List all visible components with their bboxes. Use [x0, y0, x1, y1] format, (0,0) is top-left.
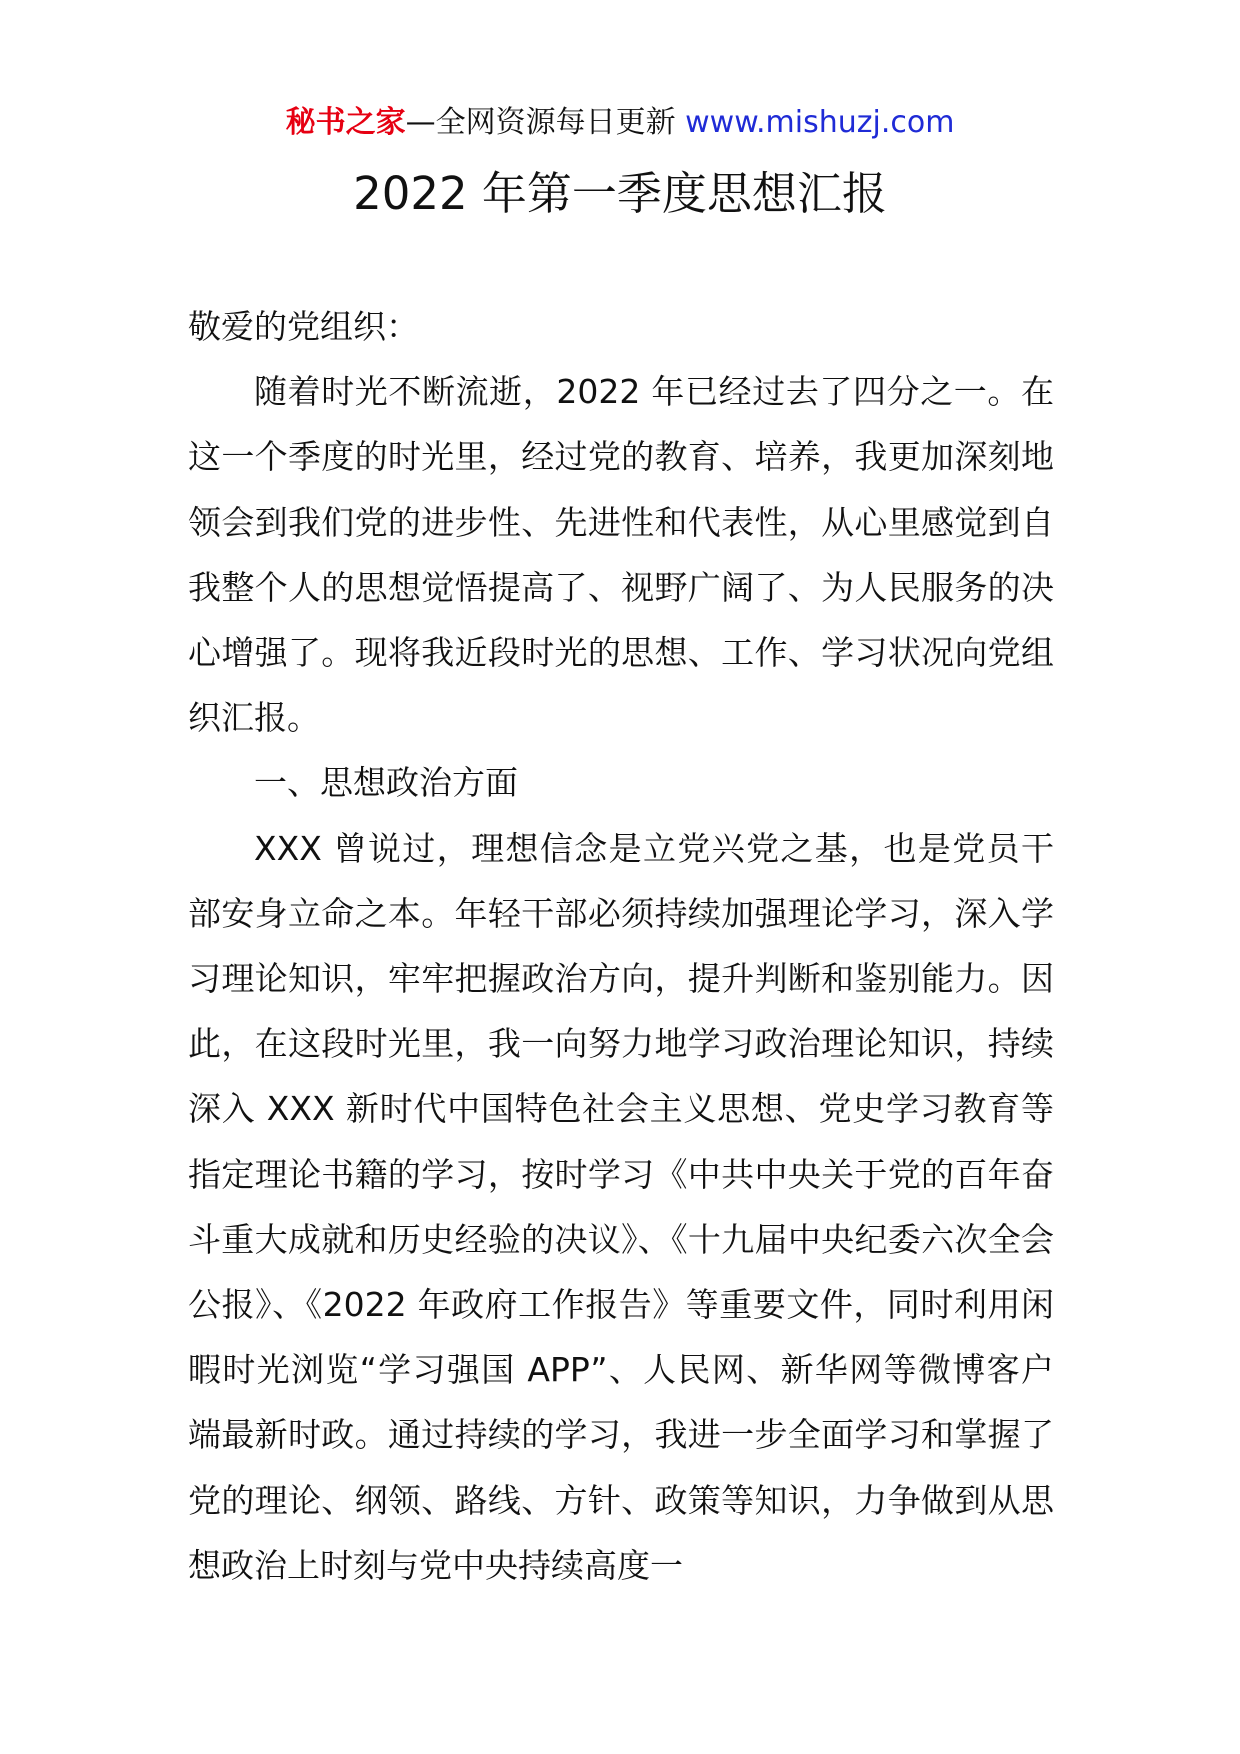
salutation: 敬爱的党组织： — [188, 307, 419, 346]
section-heading: 一、思想政治方面 — [254, 763, 518, 803]
document-title: 2022 年第一季度思想汇报 — [353, 167, 887, 220]
intro-paragraph: 随着时光不断流逝，2022 年已经过去了四分之一。在这一个季度的时光里，经过党的教育、培养，我更加深刻地领会到我们党的进步性、先进性和代表性，从心里感觉到自我整个人的思想觉悟提高了、视野广阔了、为人民服务的决心增强了。现将我近段时光的思想、工作、学习状况向党组织汇报。 — [188, 372, 1054, 738]
site-header — [0, 103, 1240, 143]
header-tagline: —全网资源每日更新 — [405, 105, 676, 140]
body-paragraph: XXX 曾说过，理想信念是立党兴党之基，也是党员干部安身立命之本。年轻干部必须持续加强理论学习，深入学习理论知识，牢牢把握政治方向，提升判断和鉴别能力。因此，在这段时光里，我一向努力地学习政治理论知识，持续深入 XXX 新时代中国特色社会主义思想、党史学习教育等指定理论书籍的学习，按时学习《中共中央关于党的百年奋斗重大成就和历史经验的决议》、《十九届中央纪委六次全会公报》、《2022 年政府工作报告》等重要文件，同时利用闲暇时光浏览“学习强国 APP”、人民网、新华网等微博客户端最新时政。通过持续的学习，我进一步全面学习和掌握了党的理论、纲领、路线、方针、政策等知识，力争做到从思想政治上时刻与党中央持续高度一 — [188, 828, 1054, 1585]
brand-name: 秘书之家 — [285, 105, 406, 140]
site-url-link[interactable]: www.mishuzj.com — [685, 105, 955, 140]
document-body — [188, 294, 1054, 1598]
